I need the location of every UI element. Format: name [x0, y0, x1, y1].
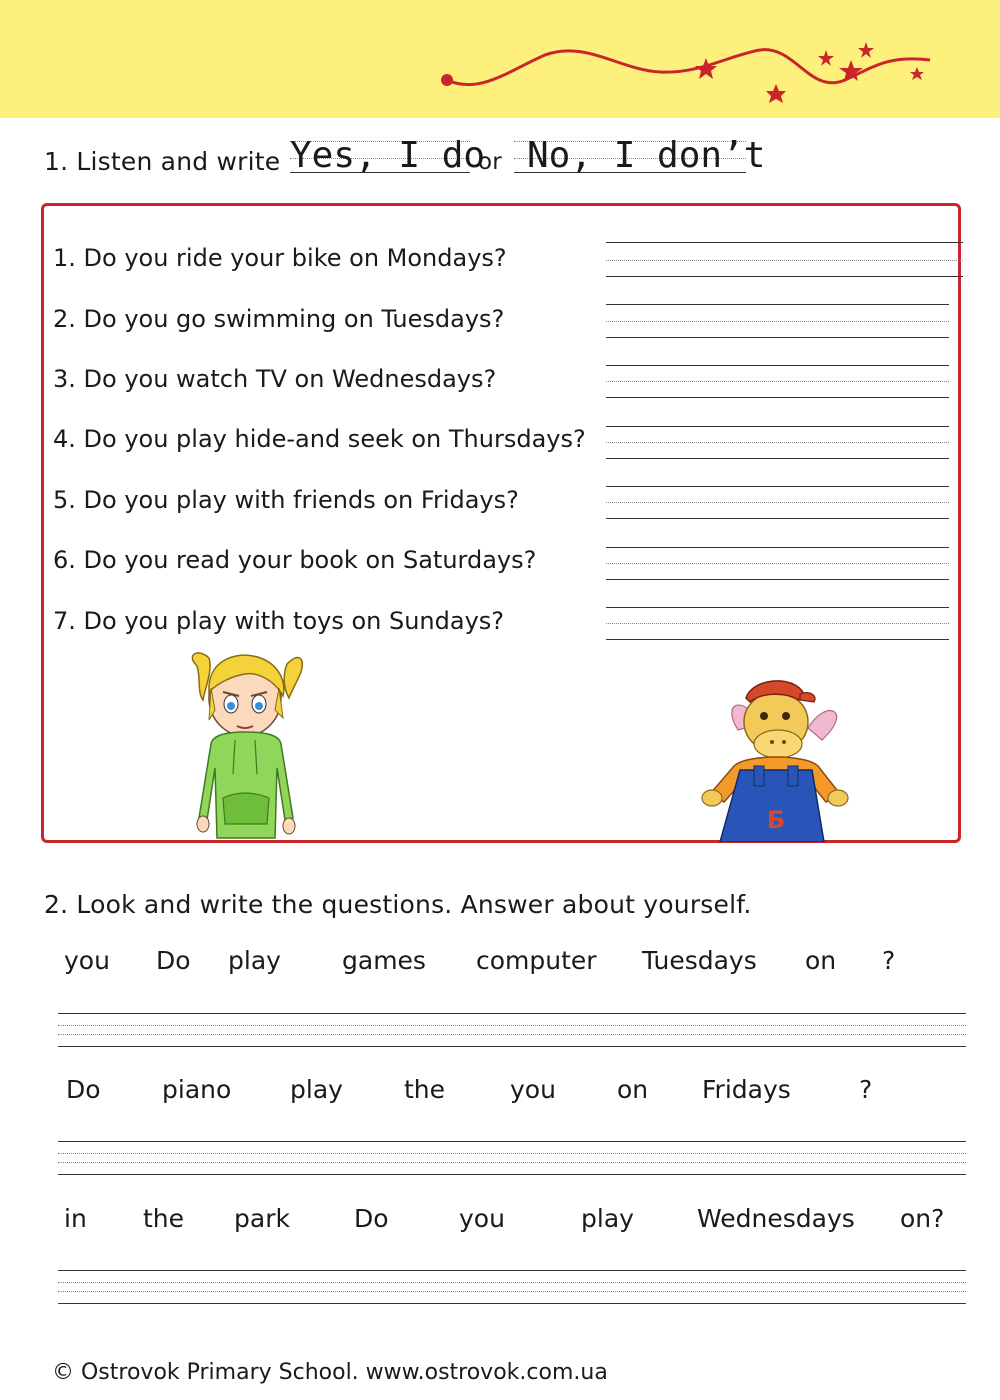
scrambled-word: ?	[882, 946, 896, 975]
footer-copyright: © Ostrovok Primary School. www.ostrovok.com.ua	[52, 1360, 608, 1385]
model-answer-no: No, I don’t	[527, 135, 766, 176]
scrambled-word: play	[290, 1075, 343, 1104]
question-input-3[interactable]	[58, 1271, 970, 1305]
scrambled-word: Do	[66, 1075, 101, 1104]
scrambled-word: Wednesdays	[697, 1204, 855, 1233]
question-input-1[interactable]	[58, 1014, 970, 1048]
question-item: 5. Do you play with friends on Fridays?	[53, 486, 519, 514]
scrambled-word: Do	[354, 1204, 389, 1233]
girl-illustration	[183, 648, 313, 844]
scrambled-word: you	[459, 1204, 505, 1233]
scrambled-word: piano	[162, 1075, 232, 1104]
scrambled-word: the	[143, 1204, 185, 1233]
exercise2-title: 2. Look and write the questions. Answer about yourself.	[44, 890, 752, 919]
scrambled-word: Tuesdays	[642, 946, 757, 975]
question-item: 1. Do you ride your bike on Mondays?	[53, 244, 507, 272]
scrambled-word: the	[404, 1075, 446, 1104]
scrambled-word: Fridays	[702, 1075, 791, 1104]
answer-input-4[interactable]	[606, 428, 953, 459]
model-answer-yes: Yes, I do	[290, 135, 486, 176]
question-item: 3. Do you watch TV on Wednesdays?	[53, 365, 497, 393]
scrambled-word: you	[64, 946, 110, 975]
scrambled-word: in	[64, 1204, 87, 1233]
or-label: or	[478, 149, 502, 175]
scrambled-word: you	[510, 1075, 556, 1104]
answer-input-6[interactable]	[606, 549, 953, 580]
scrambled-word: on?	[900, 1204, 945, 1233]
question-item: 6. Do you read your book on Saturdays?	[53, 546, 537, 574]
question-item: 7. Do you play with toys on Sundays?	[53, 607, 505, 635]
scrambled-word: Do	[156, 946, 191, 975]
answer-input-1[interactable]	[606, 244, 953, 278]
question-item: 2. Do you go swimming on Tuesdays?	[53, 305, 505, 333]
answer-input-5[interactable]	[606, 488, 953, 519]
scrambled-word: play	[228, 946, 281, 975]
answer-input-2[interactable]	[606, 306, 953, 338]
answer-input-3[interactable]	[606, 367, 953, 398]
scrambled-word: park	[234, 1204, 290, 1233]
exercise1-title: 1. Listen and write	[44, 147, 281, 176]
hippo-badge-letter: Б	[766, 806, 786, 834]
scrambled-word: on	[617, 1075, 649, 1104]
question-item: 4. Do you play hide-and seek on Thursdays?	[53, 425, 586, 453]
scrambled-word: play	[581, 1204, 634, 1233]
header-banner	[0, 0, 1000, 118]
scrambled-word: on	[805, 946, 837, 975]
answer-input-7[interactable]	[606, 609, 953, 640]
scrambled-word: games	[342, 946, 426, 975]
scrambled-word: ?	[859, 1075, 873, 1104]
scrambled-word: computer	[476, 946, 597, 975]
stars-swirl-decoration	[0, 0, 1000, 118]
hippo-illustration	[676, 670, 876, 842]
question-input-2[interactable]	[58, 1142, 970, 1176]
